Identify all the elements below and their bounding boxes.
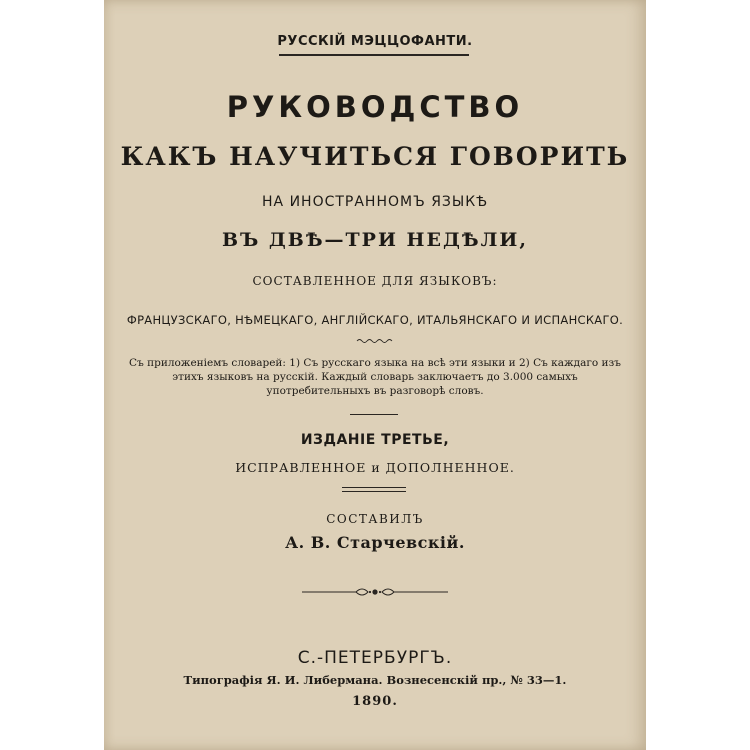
subtitle-line-language: НА ИНОСТРАННОМЪ ЯЗЫКѢ	[262, 194, 488, 210]
book-title: РУКОВОДСТВО	[226, 90, 524, 124]
author-name: А. В. Старчевскiй.	[285, 533, 465, 552]
compiled-by-label: СОСТАВИЛЪ	[326, 512, 424, 526]
subtitle-line-duration: ВЪ ДВѢ—ТРИ НЕДѢЛИ,	[222, 229, 528, 251]
ornament-divider-icon	[300, 584, 450, 600]
edition-label: ИЗДАНIЕ ТРЕТЬЕ,	[300, 432, 450, 448]
note-divider	[350, 414, 398, 415]
edition-description: ИСПРАВЛЕННОЕ и ДОПОЛНЕННОЕ.	[235, 460, 515, 475]
double-rule-top	[342, 487, 406, 488]
series-title: РУССКIЙ МЭЦЦОФАНТИ.	[277, 34, 473, 49]
compiled-for-languages: СОСТАВЛЕННОЕ ДЛЯ ЯЗЫКОВЪ:	[252, 274, 498, 288]
printing-house: Типографiя Я. И. Либермана. Вознесенскiй пр., № 33—1.	[183, 673, 567, 687]
title-page	[104, 0, 646, 750]
series-underline	[279, 54, 469, 56]
language-list: ФРАНЦУЗСКАГО, НѢМЕЦКАГО, АНГЛIЙСКАГО, ИТАЛЬЯНСКАГО И ИСПАНСКАГО.	[126, 313, 624, 327]
double-rule-bottom	[342, 491, 406, 492]
publication-city: С.-ПЕТЕРБУРГЪ.	[297, 648, 453, 668]
dictionary-note: Съ приложенiемъ словарей: 1) Съ русскаго языка на всѣ эти языки и 2) Съ каждаго изъ этихъ языковъ на русскiй. Каждый словарь заключаетъ до 3.000 самыхъ употребительныхъ въ разговорѣ словъ.	[129, 357, 621, 397]
squiggle-divider-icon	[356, 338, 394, 344]
book-subtitle: КАКЪ НАУЧИТЬСЯ ГОВОРИТЬ	[120, 142, 630, 171]
publication-year: 1890.	[352, 694, 398, 709]
